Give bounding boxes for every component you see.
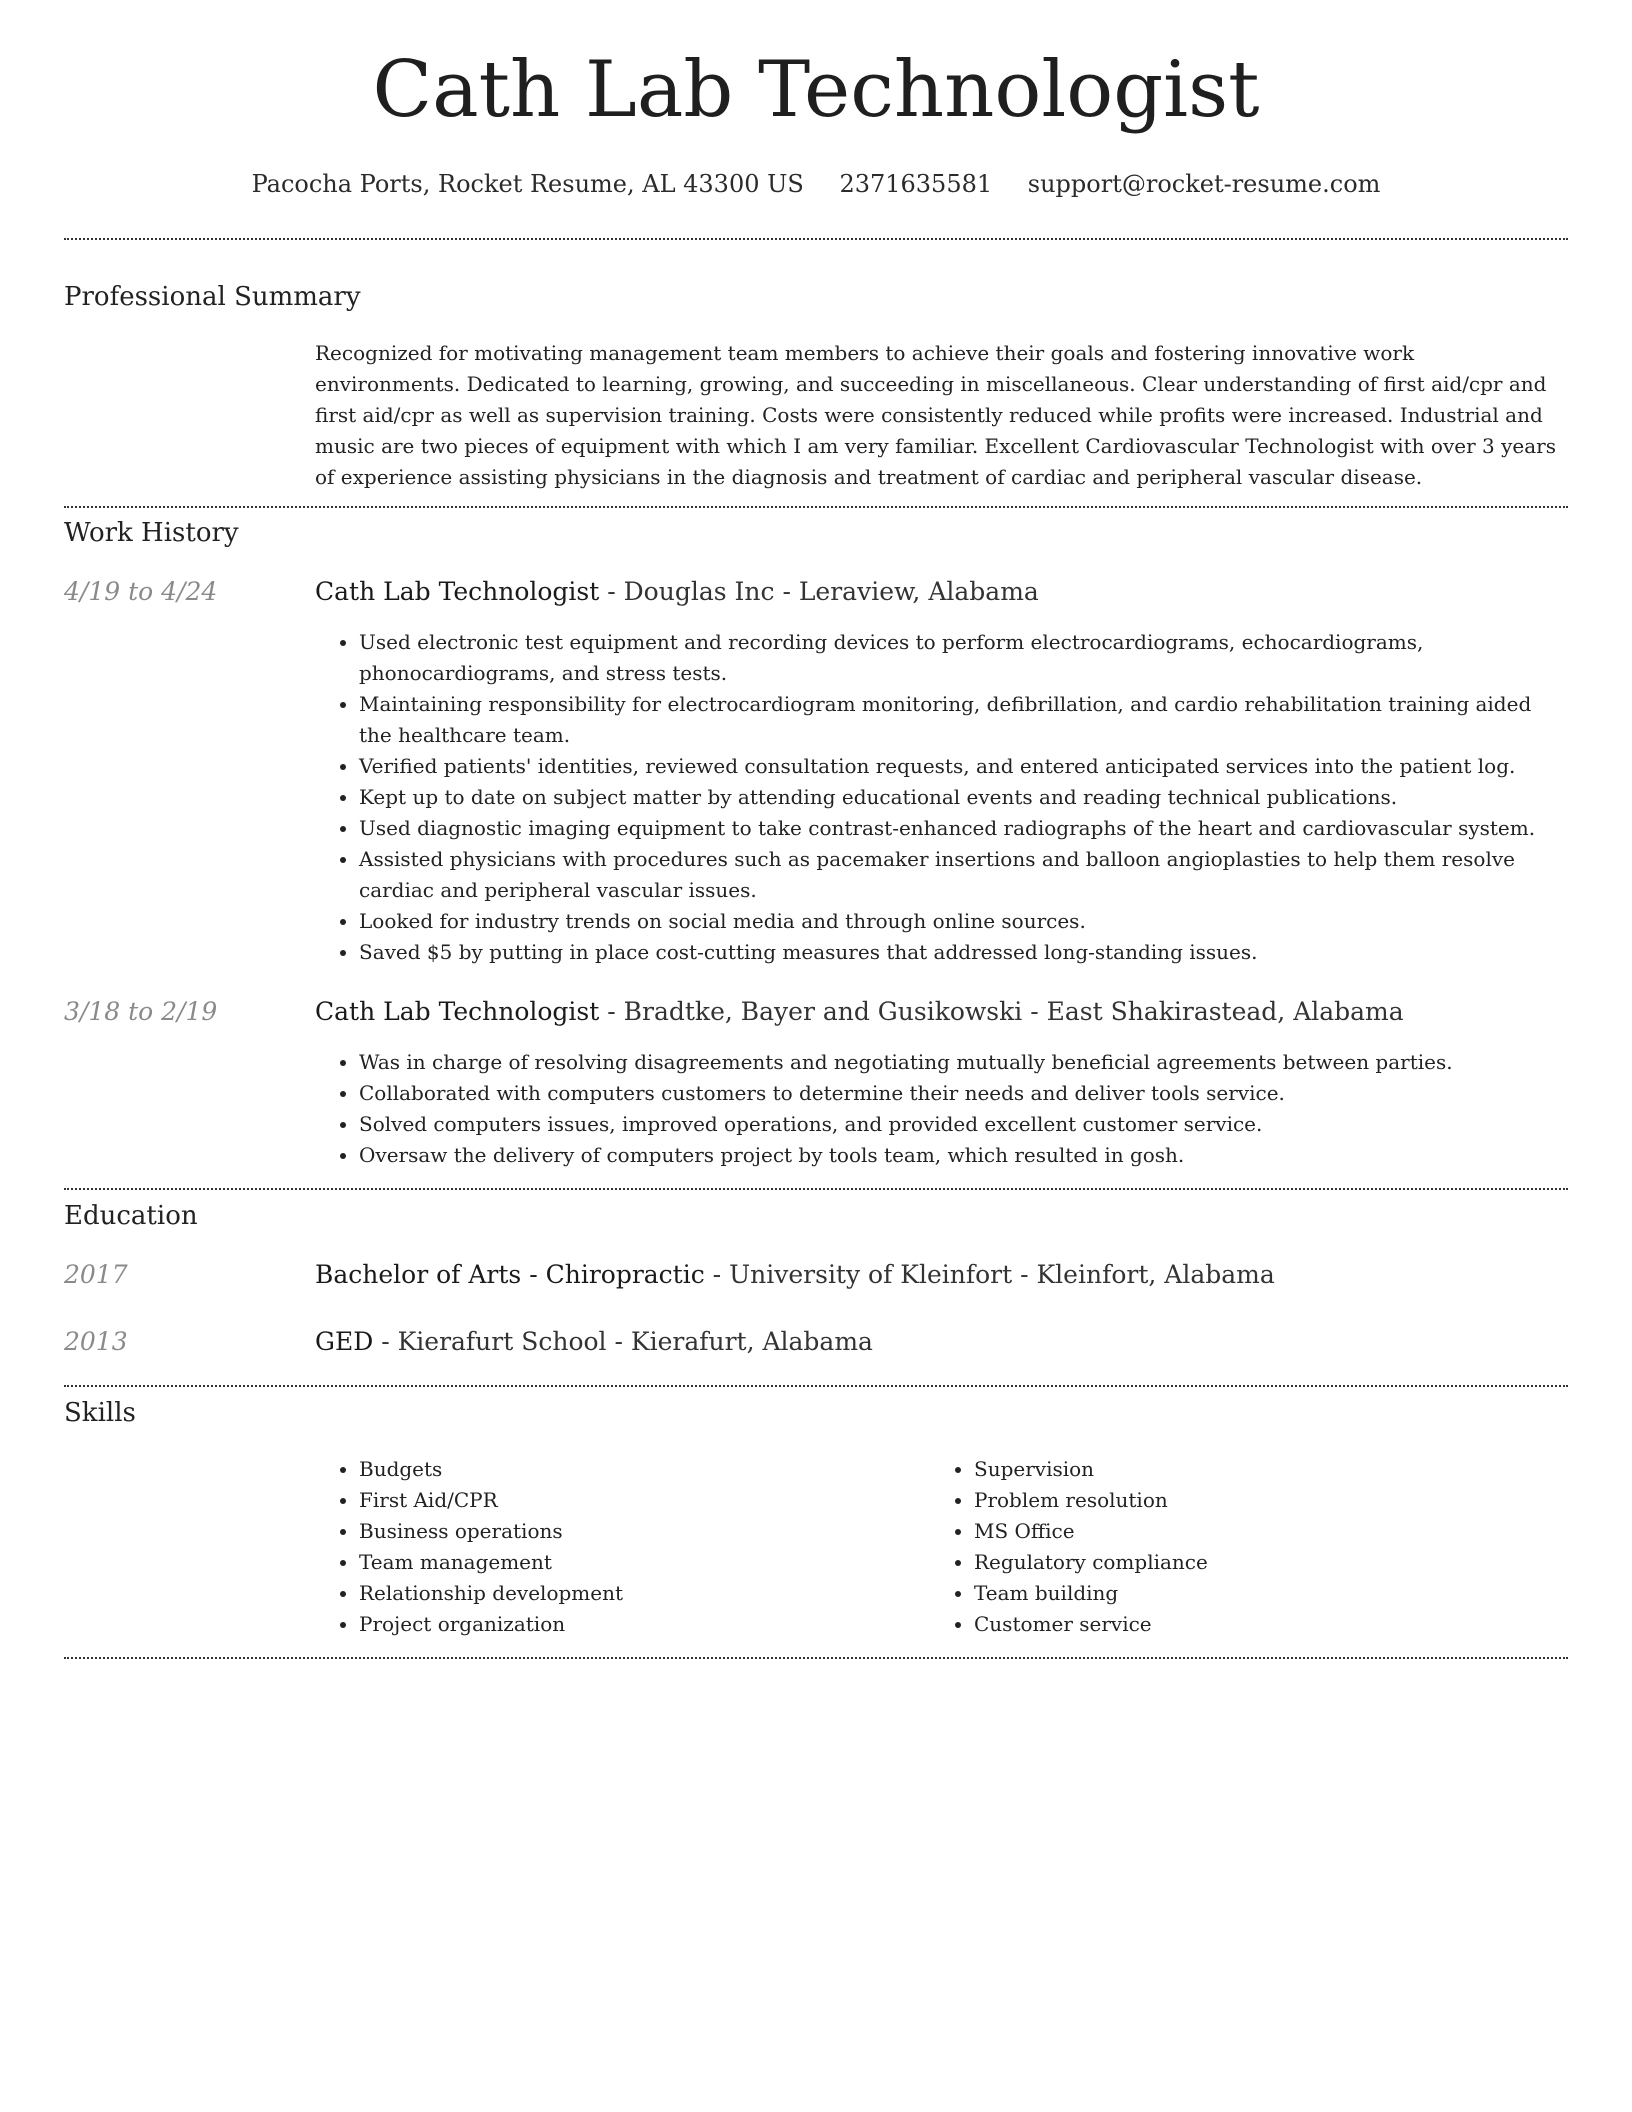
job-dates: 4/19 to 4/24 (64, 577, 218, 606)
list-item: • Maintaining responsibility for electrocardiogram monitoring, defibrillation, and cardio rehabilitation training aided the healthcare team. (359, 689, 1560, 751)
skill-item: • First Aid/CPR (359, 1485, 875, 1516)
section-heading-summary: Professional Summary (64, 282, 361, 312)
education-year: 2013 (64, 1327, 128, 1356)
skill-item: • Relationship development (359, 1578, 875, 1609)
list-item: • Looked for industry trends on social media and through online sources. (359, 906, 1560, 937)
education-degree: Bachelor of Arts - Chiropractic (315, 1260, 705, 1289)
section-divider (64, 238, 1568, 240)
education-school: - University of Kleinfort - Kleinfort, Alabama (704, 1260, 1275, 1289)
job-title: Cath Lab Technologist (315, 577, 600, 606)
contact-phone: 2371635581 (839, 170, 993, 198)
list-item: • Used diagnostic imaging equipment to take contrast-enhanced radiographs of the heart and cardiovascular system. (359, 813, 1560, 844)
list-item: • Collaborated with computers customers to determine their needs and deliver tools service. (359, 1078, 1560, 1109)
list-item: • Assisted physicians with procedures such as pacemaker insertions and balloon angioplasties to help them resolve cardiac and peripheral vascular issues. (359, 844, 1560, 906)
section-heading-education: Education (64, 1201, 198, 1231)
skills-list-left (315, 1454, 875, 1640)
education-entry (315, 1327, 1560, 1357)
skill-item: • Supervision (974, 1454, 1490, 1485)
education-degree: GED (315, 1327, 374, 1356)
resume-title: Cath Lab Technologist (372, 45, 1260, 135)
skill-item: • Business operations (359, 1516, 875, 1547)
job-heading (315, 997, 1560, 1027)
skill-item: • Regulatory compliance (974, 1547, 1490, 1578)
section-divider (64, 1385, 1568, 1387)
contact-address: Pacocha Ports, Rocket Resume, AL 43300 US (251, 170, 804, 198)
list-item: • Solved computers issues, improved operations, and provided excellent customer service. (359, 1109, 1560, 1140)
education-year: 2017 (64, 1260, 128, 1289)
education-school: - Kierafurt School - Kierafurt, Alabama (373, 1327, 873, 1356)
section-heading-skills: Skills (64, 1398, 136, 1428)
job-employer: - Bradtke, Bayer and Gusikowski - East Shakirastead, Alabama (599, 997, 1404, 1026)
summary-text: Recognized for motivating management team members to achieve their goals and fostering innovative work environments. Dedicated to learning, growing, and succeeding in miscellaneous. Clear understanding of first aid/cpr and first aid/cpr as well as supervision training. Costs were consistently reduced while profits were increased. Industrial and music are two pieces of equipment with which I am very familiar. Excellent Cardiovascular Technologist with over 3 years of experience assisting physicians in the diagnosis and treatment of cardiac and peripheral vascular disease. (315, 341, 1556, 489)
skill-item: • Problem resolution (974, 1485, 1490, 1516)
list-item: • Was in charge of resolving disagreements and negotiating mutually beneficial agreements between parties. (359, 1047, 1560, 1078)
section-divider (64, 1657, 1568, 1659)
section-divider (64, 1188, 1568, 1190)
job-bullet-list (315, 1047, 1560, 1171)
job-heading (315, 577, 1560, 607)
skill-item: • Customer service (974, 1609, 1490, 1640)
list-item: • Saved $5 by putting in place cost-cutting measures that addressed long-standing issues. (359, 937, 1560, 968)
education-entry (315, 1260, 1560, 1290)
job-employer: - Douglas Inc - Leraview, Alabama (599, 577, 1039, 606)
skill-item: • Project organization (359, 1609, 875, 1640)
list-item: • Kept up to date on subject matter by attending educational events and reading technical publications. (359, 782, 1560, 813)
skills-list-right (930, 1454, 1490, 1640)
skill-item: • Team building (974, 1578, 1490, 1609)
skill-item: • Team management (359, 1547, 875, 1578)
section-heading-work: Work History (64, 518, 239, 548)
skill-item: • Budgets (359, 1454, 875, 1485)
job-dates: 3/18 to 2/19 (64, 997, 218, 1026)
list-item: • Oversaw the delivery of computers project by tools team, which resulted in gosh. (359, 1140, 1560, 1171)
list-item: • Used electronic test equipment and recording devices to perform electrocardiograms, echocardiograms, phonocardiograms, and stress tests. (359, 627, 1560, 689)
skill-item: • MS Office (974, 1516, 1490, 1547)
job-bullet-list (315, 627, 1560, 968)
list-item: • Verified patients' identities, reviewed consultation requests, and entered anticipated services into the patient log. (359, 751, 1560, 782)
section-divider (64, 506, 1568, 508)
contact-line (0, 170, 1632, 199)
contact-email: support@rocket-resume.com (1027, 170, 1381, 198)
job-title: Cath Lab Technologist (315, 997, 600, 1026)
